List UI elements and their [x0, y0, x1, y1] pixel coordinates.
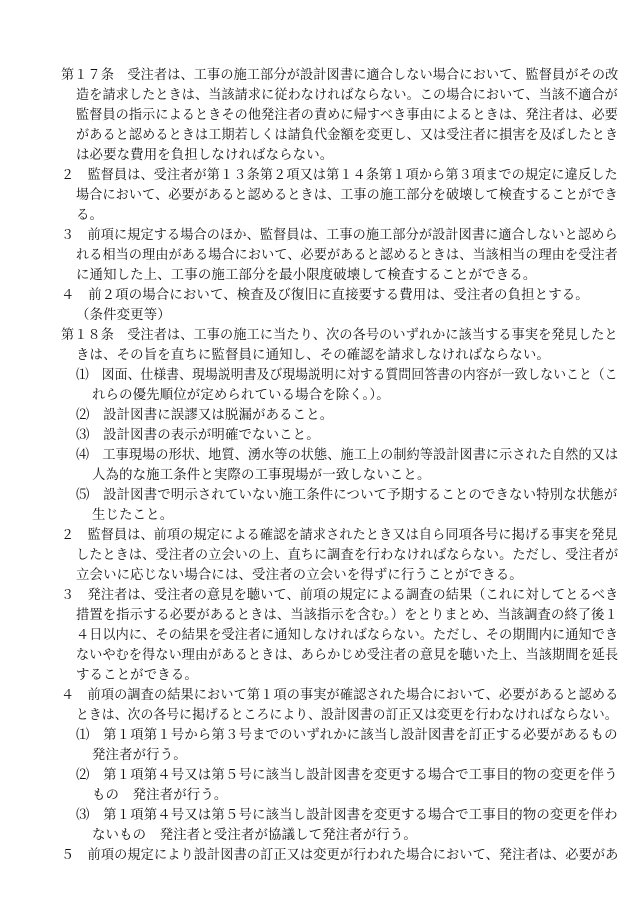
text-line: ⑵ 設計図書に誤謬又は脱漏があること。: [76, 408, 334, 423]
text-line: ５ 前項の規定により設計図書の訂正又は変更が行われた場合において、発注者は、必要があ: [61, 848, 619, 863]
text-line: ２ 監督員は、受注者が第１３条第２項又は第１４条第１項から第３項までの規定に違反した: [61, 168, 618, 183]
text-line: 発注者が行う。: [92, 748, 187, 763]
text-line: があると認めるときは工期若しくは請負代金額を変更し、又は受注者に損害を及ぼしたとき: [76, 128, 619, 143]
text-line: きは、その旨を直ちに監督員に通知し、その確認を請求しなければならない。: [76, 348, 550, 363]
text-line: 生じたこと。: [92, 508, 174, 523]
text-line: 第１７条 受注者は、工事の施工部分が設計図書に適合しない場合において、監督員がその改: [61, 68, 619, 83]
text-line: ⑸ 設計図書で明示されていない施工条件について予期することのできない特別な状態が: [76, 488, 618, 503]
text-line: に通知した上、工事の施工部分を最小限度破壊して検査することができる。: [76, 268, 537, 283]
text-line: ⑷ 工事現場の形状、地質、湧水等の状態、施工上の制約等設計図書に示された自然的又は: [76, 448, 619, 463]
text-line: 監督員の指示によるときその他発注者の責めに帰すべき事由によるときは、発注者は、必要: [76, 108, 618, 123]
text-line: 場合において、必要があると認めるときは、工事の施工部分を破壊して検査することができ: [76, 188, 618, 203]
text-line: 人為的な施工条件と実際の工事現場が一致しないこと。: [92, 468, 431, 483]
text-line: ときは、次の各号に掲げるところにより、設計図書の訂正又は変更を行わなければならない。: [76, 708, 618, 723]
text-line: ３ 前項に規定する場合のほか、監督員は、工事の施工部分が設計図書に適合しないと認めら: [61, 228, 618, 243]
text-line: ２ 監督員は、前項の規定による確認を請求されたとき又は自ら同項各号に掲げる事実を発見: [61, 528, 618, 543]
text-line: 造を請求したときは、当該請求に従わなければならない。この場合において、当該不適合が: [76, 88, 618, 103]
text-line: ４日以内に、その結果を受注者に通知しなければならない。ただし、その期間内に通知でき: [76, 628, 619, 643]
text-line: 措置を指示する必要があるときは、当該指示を含む。）をとりまとめ、当該調査の終了後１: [76, 608, 618, 623]
text-line: ⑶ 設計図書の表示が明確でないこと。: [76, 428, 320, 443]
text-line: は必要な費用を負担しなければならない。: [76, 148, 334, 163]
text-line: ４ 前項の調査の結果において第１項の事実が確認された場合において、必要があると認める: [61, 688, 619, 703]
text-line: 第１８条 受注者は、工事の施工に当たり、次の各号のいずれかに該当する事実を発見したと: [61, 328, 618, 343]
text-line: ⑶ 第１項第４号又は第５号に該当し設計図書を変更する場合で工事目的物の変更を伴わ: [76, 808, 618, 823]
text-line: もの 発注者が行う。: [92, 788, 228, 803]
text-line: ⑴ 図面、仕様書、現場説明書及び現場説明に対する質問回答書の内容が一致しないこと（こ: [76, 368, 618, 383]
text-line: したときは、受注者の立会いの上、直ちに調査を行わなければならない。ただし、受注者が: [76, 548, 619, 563]
text-line: れる相当の理由がある場合において、必要があると認めるときは、当該相当の理由を受注者: [76, 248, 618, 263]
text-line: ⑴ 第１項第１号から第３号までのいずれかに該当し設計図書を訂正する必要があるもの: [76, 728, 618, 743]
text-line: る。: [76, 208, 104, 223]
text-line: することができる。: [76, 668, 198, 683]
text-line: れらの優先順位が定められている場合を除く。）。: [92, 388, 390, 403]
text-line: ３ 発注者は、受注者の意見を聴いて、前項の規定による調査の結果（これに対してとるべき: [61, 588, 619, 603]
text-line: ４ 前２項の場合において、検査及び復旧に直接要する費用は、受注者の負担とする。: [61, 288, 589, 303]
text-line: ないやむを得ない理由があるときは、あらかじめ受注者の意見を聴いた上、当該期間を延長: [76, 648, 619, 663]
section-heading: （条件変更等）: [76, 308, 171, 323]
text-line: ないもの 発注者と受注者が協議して発注者が行う。: [92, 828, 417, 843]
text-line: 立会いに応じない場合には、受注者の立会いを得ずに行うことができる。: [76, 568, 523, 583]
text-line: ⑵ 第１項第４号又は第５号に該当し設計図書を変更する場合で工事目的物の変更を伴う: [76, 768, 618, 783]
